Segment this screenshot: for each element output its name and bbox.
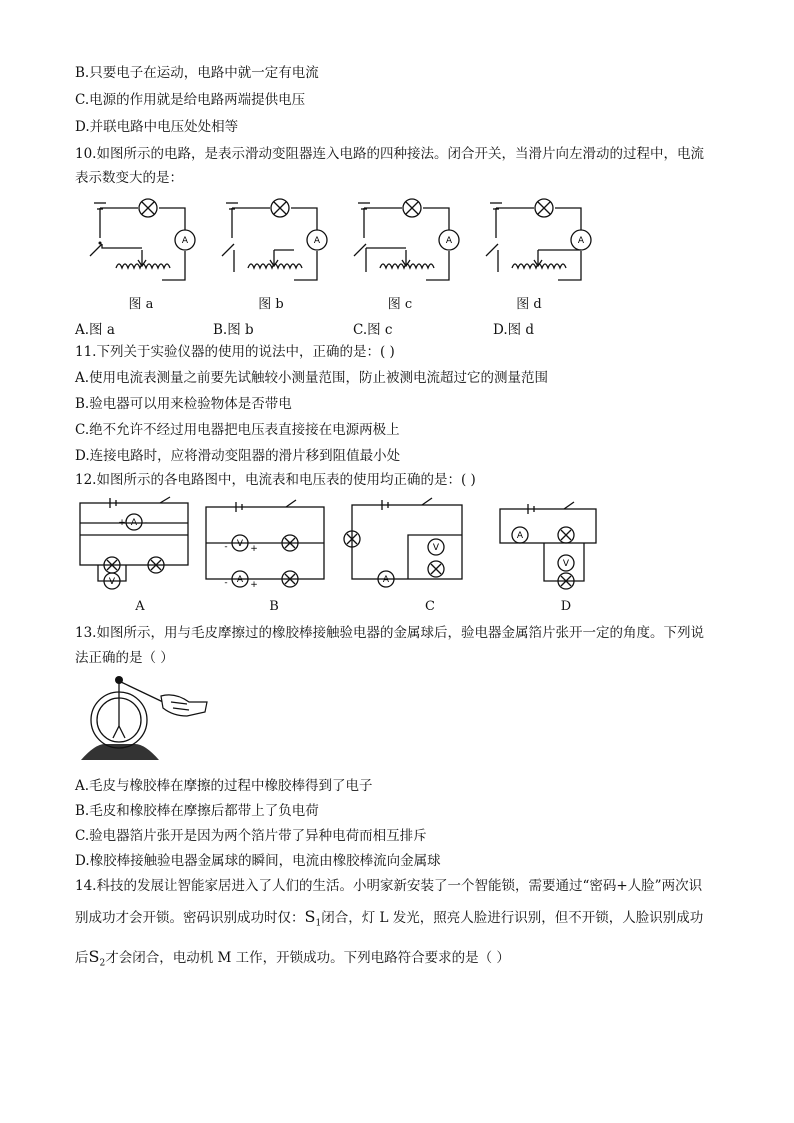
svg-text:+: + [250,544,258,554]
q11-option-b: B.验电器可以用来检验物体是否带电 [75,396,292,412]
q9-option-b: B.只要电子在运动，电路中就一定有电流 [75,65,319,81]
q12-stem: 12.如图所示的各电路图中，电流表和电压表的使用均正确的是：( ) [75,472,476,488]
q14-line3-text-b: 才会闭合，电动机 M 工作，开锁成功。下列电路符合要求的是（ ） [105,950,510,966]
q10-option-c: C.图 c [353,322,393,338]
q10-option-b: B.图 b [213,322,254,338]
q13-option-c: C.验电器箔片张开是因为两个箔片带了异种电荷而相互排斥 [75,828,427,844]
q14-stem-line2 [75,908,703,933]
q12-fig-c-caption: C [425,599,435,614]
q11-option-d: D.连接电路时，应将滑动变阻器的滑片移到阻值最小处 [75,448,401,464]
q10-option-a: A.图 a [75,322,115,338]
svg-text:-: - [224,578,228,588]
svg-text:A: A [313,236,321,246]
q12-circuit-figures [70,495,610,595]
svg-text:V: V [108,577,116,587]
svg-text:-: - [224,542,228,552]
q10-circuit-c [354,199,459,280]
q10-stem-line1: 10.如图所示的电路，是表示滑动变阻器连入电路的四种接法。闭合开关，当滑片向左滑动的过程中，电流 [75,146,704,162]
q13-option-d: D.橡胶棒接触验电器金属球的瞬间，电流由橡胶棒流向金属球 [75,853,441,869]
q12-circuit-a [80,497,188,589]
svg-text:A: A [130,518,138,528]
switch-s1-symbol: S [304,907,316,926]
q9-option-d: D.并联电路中电压处处相等 [75,119,239,135]
q10-fig-b-caption: 图 b [258,297,284,312]
q13-option-a: A.毛皮与橡胶棒在摩擦的过程中橡胶棒得到了电子 [75,778,373,794]
switch-s2-symbol: S [88,947,100,966]
q10-stem-line2: 表示数变大的是： [75,170,183,186]
q11-option-a: A.使用电流表测量之前要先试触较小测量范围，防止被测电流超过它的测量范围 [75,370,549,386]
switch-s1-subscript: 1 [315,918,322,929]
q12-circuit-b [206,500,324,590]
q10-circuit-figures [80,188,720,288]
q12-fig-d-caption: D [560,599,572,614]
q10-circuit-b [222,199,327,280]
svg-text:+: + [250,580,258,590]
q10-fig-a-caption: 图 a [128,297,154,312]
q11-stem: 11.下列关于实验仪器的使用的说法中，正确的是：( ) [75,344,395,360]
q13-stem-line2: 法正确的是（ ） [75,650,174,666]
q11-option-c: C.绝不允许不经过用电器把电压表直接接在电源两极上 [75,422,400,438]
q9-option-c: C.电源的作用就是给电路两端提供电压 [75,92,306,108]
q13-stem-line1: 13.如图所示，用与毛皮摩擦过的橡胶棒接触验电器的金属球后，验电器金属箔片张开一定的角度。下列说 [75,625,704,641]
svg-text:A: A [577,236,585,246]
svg-text:V: V [236,539,244,549]
q14-stem-line1: 14.科技的发展让智能家居进入了人们的生活。小明家新安装了一个智能锁，需要通过“密码+人脸”两次识 [75,878,703,894]
q12-fig-a-caption: A [135,599,145,614]
switch-s2-subscript: 2 [99,958,106,969]
svg-text:V: V [562,559,570,569]
svg-text:V: V [432,543,440,553]
svg-text:A: A [236,575,244,585]
q10-circuit-d [486,199,591,280]
electroscope-illustration [75,672,210,767]
svg-text:A: A [181,236,189,246]
svg-text:A: A [516,531,524,541]
q12-fig-b-caption: B [269,599,279,614]
q12-circuit-c [344,498,462,587]
q14-line2-text-a: 别成功才会开锁。密码识别成功时仅： [75,910,305,926]
q10-circuit-a [90,199,195,280]
q10-fig-c-caption: 图 c [387,297,413,312]
q14-line3-text-a: 后 [75,950,89,966]
q14-stem-line3 [75,948,510,973]
q12-circuit-d [500,502,596,589]
q13-option-b: B.毛皮和橡胶棒在摩擦后都带上了负电荷 [75,803,319,819]
q14-line2-text-b: 闭合，灯 L 发光，照亮人脸进行识别，但不开锁，人脸识别成功 [321,910,704,926]
svg-text:-: - [144,518,148,528]
q10-option-d: D.图 d [493,322,535,338]
svg-text:A: A [382,575,390,585]
svg-text:+: + [118,518,126,528]
svg-text:A: A [445,236,453,246]
q10-fig-d-caption: 图 d [516,297,542,312]
